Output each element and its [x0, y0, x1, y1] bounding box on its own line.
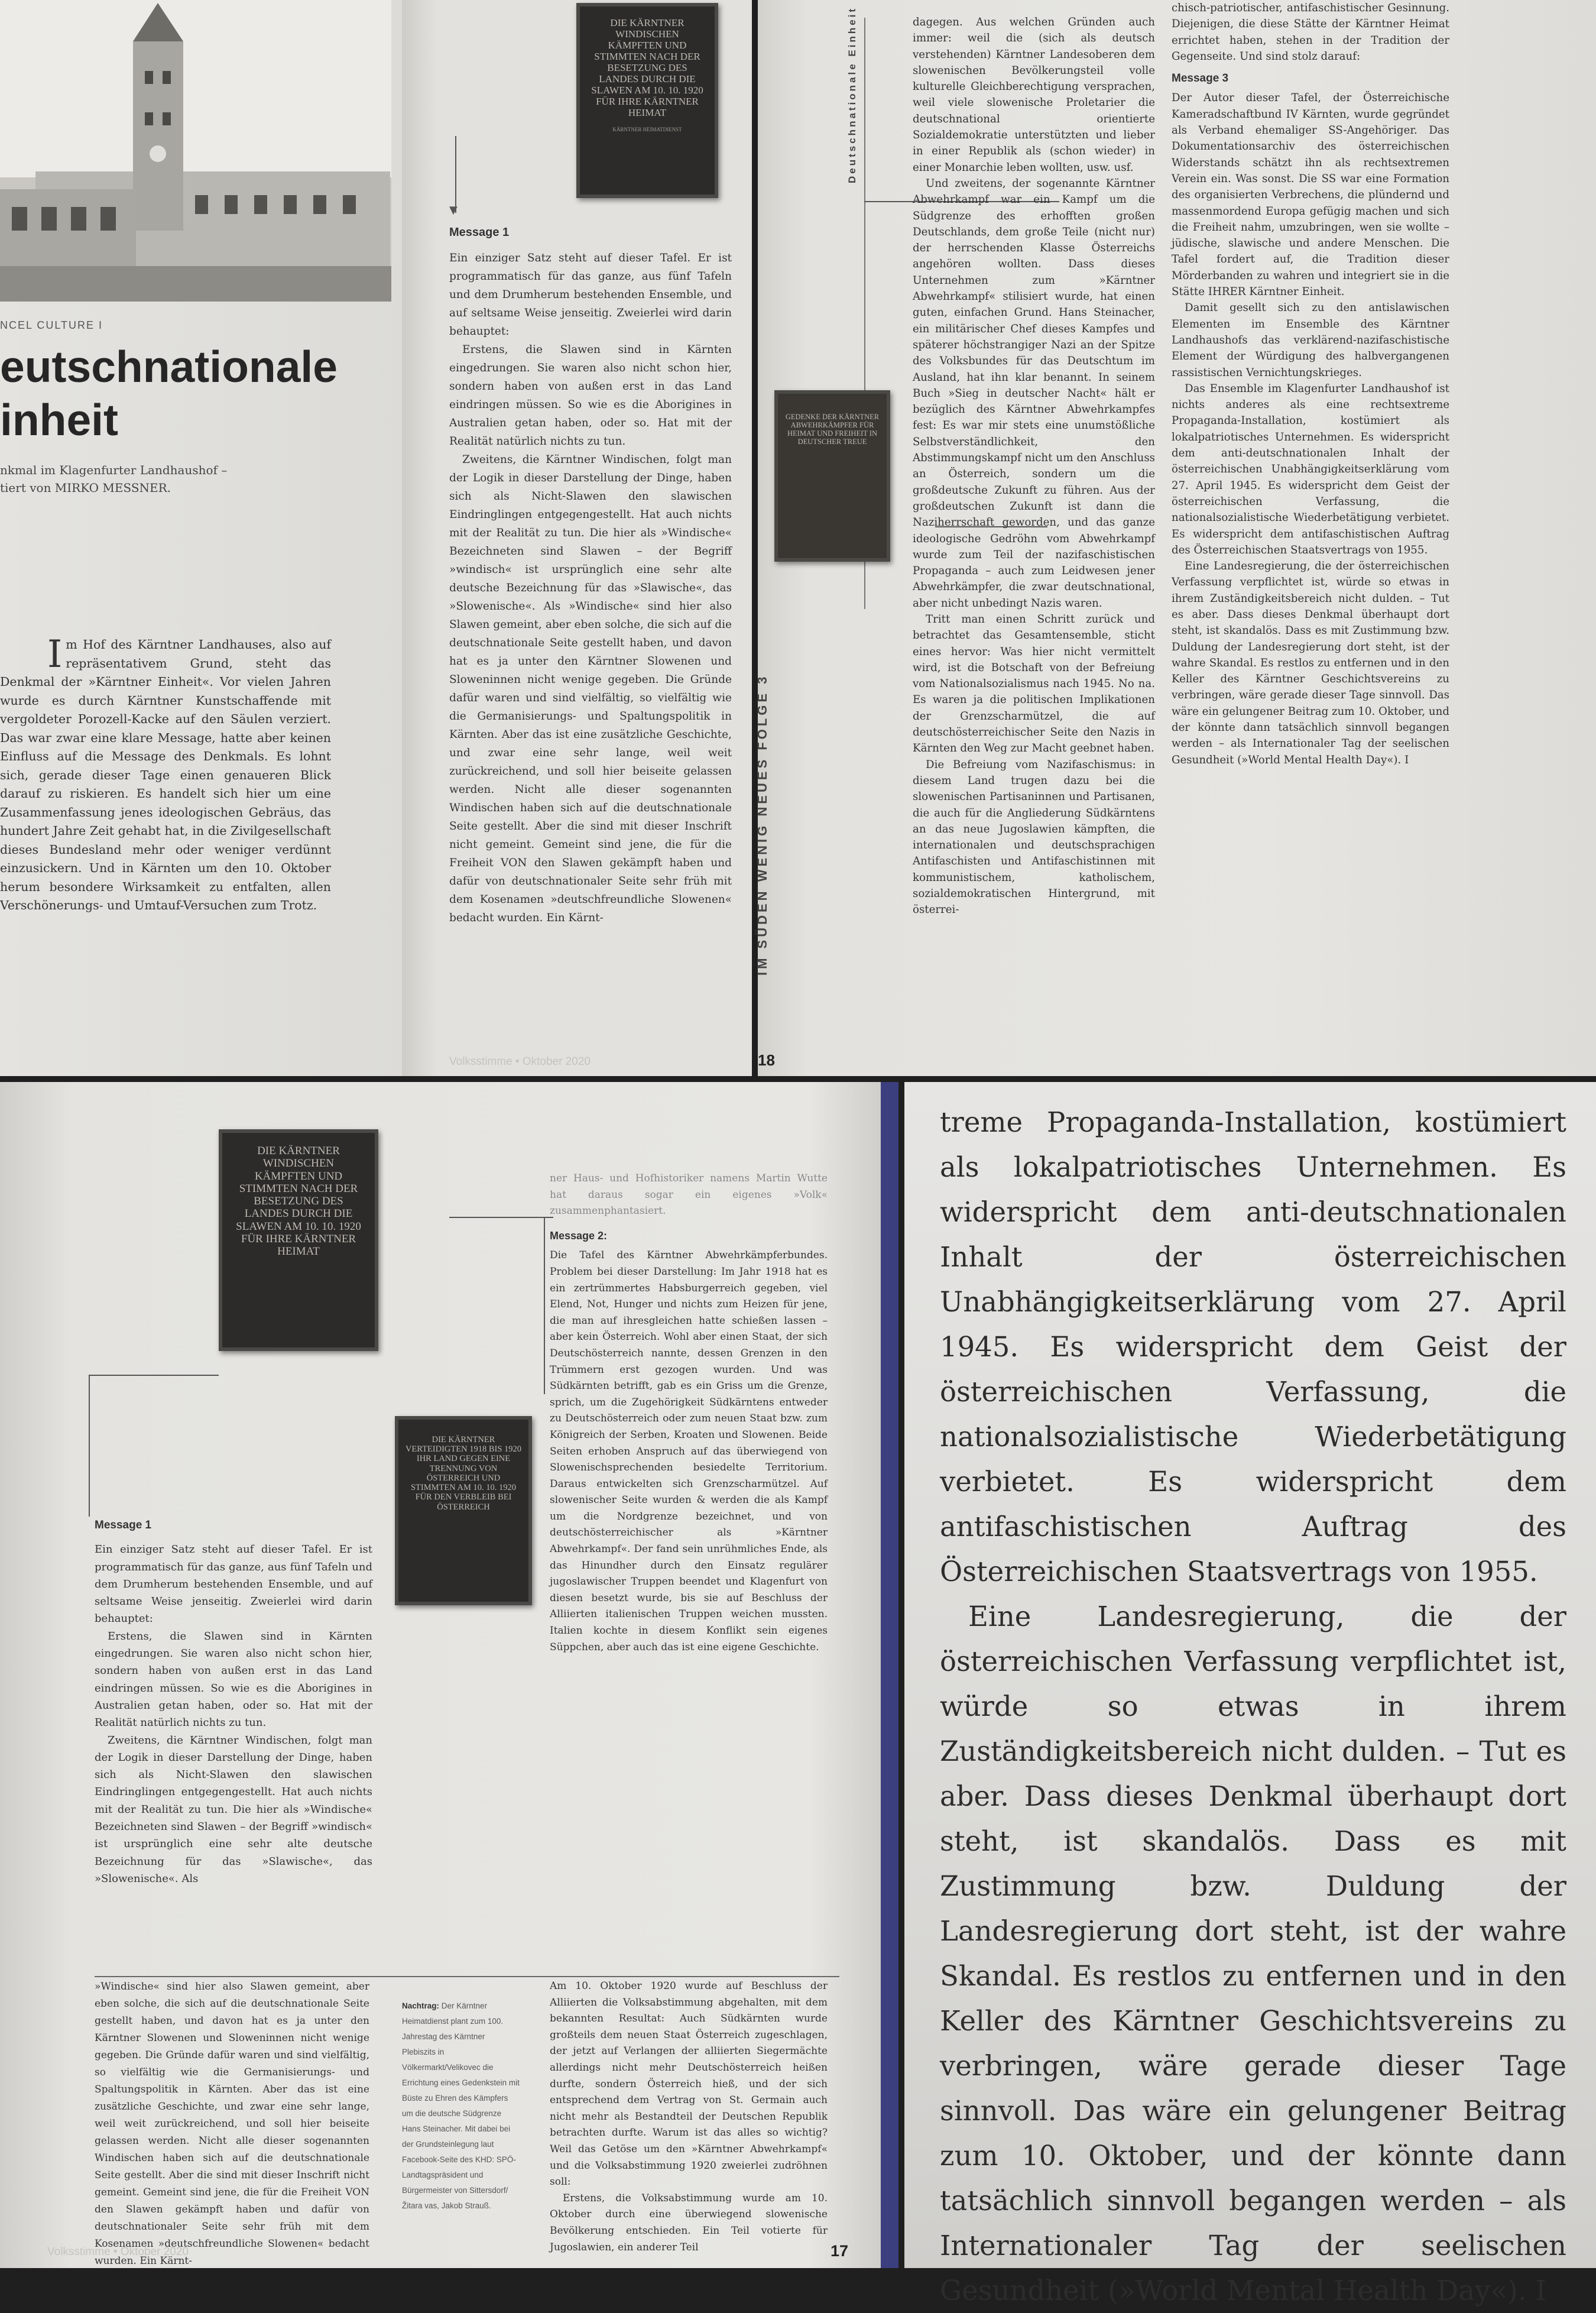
connector-vertical-2 [89, 1375, 90, 1517]
arrow-down-icon: ▼ [449, 204, 458, 216]
footer-credit: Volksstimme • Oktober 2020 [47, 2246, 189, 2258]
page-number: 17 [831, 2242, 849, 2260]
title-line-1: eutschnationale [0, 342, 338, 391]
footer-credit: Volksstimme • Oktober 2020 [449, 1055, 591, 1068]
message-3-heading: Message 3 [1172, 72, 1229, 85]
closeup-column [940, 1100, 1566, 2313]
plaque-footer: KÄRNTNER HEIMATDIENST [612, 127, 682, 133]
paragraph: chisch-patriotischer, antifaschistischer Gesinnung. Diejenigen, die diese Stätte der Kärntner Heimat errichtet haben, stehen in der Tradition der Gegenseite. Und sind stolz darauf: [1172, 2, 1449, 63]
nachtrag-sidebar [402, 1998, 520, 2214]
paragraph: Erstens, die Slawen sind in Kärnten eingedrungen. Sie waren also nicht schon hier, sondern haben von außen erst in das Land eindringen müssen. So wie es die Aborigines in Australien getan haben, oder so. Hat mit der Realität natürlich nichts zu tun. [449, 344, 732, 448]
paragraph: Zweitens, die Kärntner Windischen, folgt man der Logik in dieser Darstellung der Dinge, haben sich als Nicht-Slawen den slawischen Eindringlingen entgegengestellt. Hat auch nichts mit der Realität zu tun. Die hier als »Windische« Bezeichneten sind Slawen – der Begriff »windisch« ist ursprünglich eine sehr alte deutsche Bezeichnung für das »Slawische«, das »Slowenische«. Als [95, 1734, 372, 1885]
connector-horizontal [449, 1217, 544, 1218]
plaque-inscription: DIE KÄRNTNER VERTEIDIGTEN 1918 BIS 1920 IHR LAND GEGEN EINE TRENNUNG VON ÖSTERREICH UND STIMMTEN AM 10. 10. 1920 FÜR DEN VERBLEIB BEI ÖSTERREICH [405, 1435, 522, 1512]
message2-column [550, 1171, 828, 1656]
message-1-heading: Message 1 [449, 226, 510, 239]
paragraph: Ein einziger Satz steht auf dieser Tafel. Er ist programmatisch für das ganze, aus fünf Tafeln und dem Drumherum bestehenden Ensemble, und auf seltsame Weise jenseitig. Zweierlei wird darin behauptet: [449, 252, 732, 338]
series-vertical-label: IM SÜDEN WENIG NEUES FOLGE 3 [755, 673, 770, 976]
book-edge [881, 1082, 898, 2268]
bottom-column-3 [550, 1978, 828, 2256]
connector-line [455, 136, 456, 213]
paragraph: Damit gesellt sich zu den antislawischen Elementen im Ensemble des Kärntner Landhaushofs das verklärend-nazifaschistische Element der Würdigung des halbvergangenen rassistischen Vernichtungskrieges. [1172, 302, 1449, 379]
plaque-windische [576, 3, 718, 198]
paragraph: Ein einziger Satz steht auf dieser Tafel. Er ist programmatisch für das ganze, aus fünf Tafeln und dem Drumherum bestehenden Ensemble, und auf seltsame Weise jenseitig. Zweierlei wird darin behauptet: [95, 1543, 372, 1625]
section-vertical-label: Deutschnationale Einheit [846, 6, 858, 183]
paragraph: Eine Landesregierung, die der österreichischen Verfassung verpflichtet ist, würde so etwas in ihrem Zuständigkeitsbereich nicht dulden. – Tut es aber. Dass dieses Denkmal überhaupt dort steht, ist skandalös. Dass es mit Zustimmung bzw. Duldung der Landesregierung dort steht, ist der wahre Skandal. Es restlos zu entfernen und in den Keller des Kärntner Geschichtsvereins zu verbringen, wäre gerade dieser Tage sinnvoll. Das wäre ein gelungener Beitrag zum 10. Oktober, und der könnte dann tatsächlich sinnvoll begangen werden – als Internationaler Tag der seelischen Gesundheit (»World Mental Health Day«). I [940, 1601, 1566, 2306]
paragraph: Die Befreiung vom Nazifaschismus: in diesem Land trugen dazu bei die slowenischen Partisaninnen und Partisanen, die auch für die Angliederung Südkärntens an das neue Jugoslawien kämpften, die internationalen und deutschsprachigen Antifaschisten und Antifaschistinnen mit kommunistischem, katholischem, sozialdemokratischen Hintergrund, mit österrei- [913, 758, 1155, 916]
plaque-inscription: DIE KÄRNTNER WINDISCHEN KÄMPFTEN UND STIMMTEN NACH DER BESETZUNG DES LANDES DURCH DIE SLAWEN AM 10. 10. 1920 FÜR IHRE KÄRNTNER HEIMAT [236, 1145, 361, 1258]
bottom-column-1 [95, 1978, 369, 2270]
message-1-heading: Message 1 [95, 1519, 152, 1531]
paragraph: Zweitens, die Kärntner Windischen, folgt man der Logik in dieser Darstellung der Dinge, haben sich als Nicht-Slawen den slawischen Eindringlingen entgegengestellt. Hat auch nichts mit der Realität zu tun. Die hier als »Windische« Bezeichneten sind Slawen – der Begriff »windisch« ist ursprünglich eine sehr alte deutsche Bezeichnung für das »Slawische«, das »Slowenische«. Als »Windische« sind hier also Slawen gemeint, aber eben solche, die sich auf die deutschnationale Seite gestellt haben, und davon hat es ja unter den Kärntner Slowenen und Sloweninnen nicht wenige gegeben. Die Gründe dafür waren und sind vielfältig, so vielfältig wie die Germanisierungs- und Spaltungspolitik in Kärnten. Aber das ist eine zusätzliche Geschichte, und zwar eine sehr lange, weil weit zurückreichend, und soll hier beiseite gelassen werden. Nicht alle dieser sogenannten Windischen haben sich auf die deutschnationale Seite gestellt. Aber die sind mit dieser Inschrift nicht gemeint. Gemeint sind jene, die für die Freiheit VON den Slawen gekämpft haben und dafür von deutschnationaler Seite sehr früh mit dem Kosenamen »deutschfreundliche Slowenen« bedacht wurden. Ein Kärnt- [449, 453, 732, 924]
photo-closeup-text [904, 1082, 1596, 2306]
paragraph: dagegen. Aus welchen Gründen auch immer: weil die (sich als deutsch verstehenden) Kärntner Landesoberen dem slowenischen Bevölkerungsteil volle kulturelle Gleichberechtigung versprachen, weil viele slowenische Proletarier die deutschnational orientierte Sozialdemokratie unterstützten und lieber in einer Republik als (schon wieder) in einer Monarchie leben wollten, usw. usf. [913, 16, 1155, 174]
paragraph: Erstens, die Slawen sind in Kärnten eingedrungen. Sie waren also nicht schon hier, sondern haben von außen erst in das Land eindringen müssen. So wie es die Aborigines in Australien getan haben, oder so. Hat mit der Realität natürlich nichts zu tun. [95, 1630, 372, 1729]
plaque-inscription: GEDENKE DER KÄRNTNER ABWEHRKÄMPFER FÜR HEIMAT UND FREIHEIT IN DEUTSCHER TREUE [785, 413, 880, 446]
paragraph: Die Tafel des Kärntner Abwehrkämpferbundes. Problem bei dieser Darstellung: Im Jahr 1918 hat es ein zertrümmertes Habsburgerreich gegeben, viel Elend, Not, Hunger und nichts zum Heizen für jene, die man auf ihresgleichen hatte schießen lassen – aber kein Österreich. Wohl aber einen Staat, der sich Deutschösterreich nannte, dessen Grenzen in den Trümmern erst gezogen wurden. Und was Südkärnten betrifft, gab es ein Griss um die Grenze, sprich, um die Zugehörigkeit Südkärntens entweder zu Deutschösterreich oder zum neuen Staat bzw. zum Königreich der Serben, Kroaten und Slowenen. Beide Seiten erhoben Anspruch auf das überwiegend von Slowenischsprechenden besiedelte Territorium. Daraus entwickelten sich Grenzscharmützel. Auf slowenischer Seite wurden & werden die als Kampf um die Nordgrenze bezeichnet, und von deutschösterreichischer als »Kärntner Abwehrkampf«. Der fand sein unrühmliches Ende, als das Hinundher durch den Einsatz regulärer jugoslawischer Truppen beendet und Klagenfurt von diesen besetzt wurde, bis sie auf Beschluss der Alliierten italienischen Truppen weichen mussten. Italien kochte in diesem Konflikt sein eigenes Süppchen, aber auch das ist eine eigene Geschichte. [550, 1249, 828, 1653]
intro-column [0, 633, 331, 915]
photo-page-spread-3 [0, 1082, 898, 2268]
message1-column [95, 1517, 372, 1887]
section-kicker: NCEL CULTURE I [0, 319, 103, 331]
plaque-windische [219, 1129, 378, 1351]
page-number: 18 [758, 1051, 775, 1069]
paragraph: Tritt man einen Schritt zurück und betrachtet das Gesamtensemble, sticht eines hervor: Was hier nicht vermittelt wird, ist die Botschaft von der Befreiung vom Nationalsozialismus nach 1945. No na. Es waren ja die politischen Implikationen der Grenzscharmützel, die auf deutschösterreichischer Seite den Nazis in Kärnten den Weg zur Macht geebnet haben. [913, 613, 1155, 755]
paragraph: Am 10. Oktober 1920 wurde auf Beschluss der Alliierten die Volksabstimmung abgehalten, mit dem bekannten Resultat: Auch Südkärnten wurde großteils dem neuen Staat Österreich zugeschlagen, der jetzt auf Verlangen der alliierten Siegermächte allerdings nicht mehr Deutschösterreich heißen durfte, sondern Österreich hieß, und der sich entsprechend dem Vertrag von St. Germain auch nicht mehr als Bestandteil der Deutschen Republik betrachten durfte. Warum ist das alles so wichtig? Weil das Getöse um den »Kärntner Abwehrkampf« und die Volksabstimmung 1920 zweierlei zudröhnen soll: [550, 1980, 828, 2188]
photo-page-spread-1 [0, 0, 752, 1076]
intro-text: m Hof des Kärntner Landhauses, also auf repräsentativem Grund, steht das Denkmal der »Kärntner Einheit«. Vor vielen Jahren wurde es durch Kärntner Kunstschaffende mit vergoldeter Porozell-Kacke auf den Säulen verziert. Das war zwar eine klare Message, hatte aber keinen Einfluss auf die Message des Denkmals. Es lohnt sich, gerade dieser Tage einen genaueren Blick darauf zu riskieren. Es handelt sich hier um eine Zusammenfassung jenes ideologischen Gebräus, das hundert Jahre Zeit gehabt hat, in die Zivilgesellschaft dieses Bundesland mehr oder weniger verdünnt einzusickern. Und in Kärnten um den 10. Oktober herum besondere Wirksamkeit zu entfalten, allen Verschönerungs- und Umtauf-Versuchen zum Trotz. [0, 637, 331, 912]
plaque-abwehrkaempfer [395, 1416, 532, 1605]
plaque-inscription: DIE KÄRNTNER WINDISCHEN KÄMPFTEN UND STIMMTEN NACH DER BESETZUNG DES LANDES DURCH DIE SLAWEN AM 10. 10. 1920 FÜR IHRE KÄRNTNER HEIMAT [591, 17, 703, 119]
paragraph: treme Propaganda-Installation, kostümiert als lokalpatriotisches Unternehmen. Es widerspricht dem anti-deutschnationalen Inhalt der österreichischen Unabhängigkeitserklärung vom 27. April 1945. Es widerspricht dem Geist der österreichischen Verfassung, die nationalsozialistische Wiederbetätigung verbietet. Es widerspricht dem antifaschistischen Auftrag des Österreichischen Staatsvertrags von 1955. [940, 1106, 1566, 1588]
subtitle-line-2: tiert von MIRKO MESSNER. [0, 481, 171, 495]
subtitle-line-1: nkmal im Klagenfurter Landhaushof – [0, 463, 228, 477]
connector-vertical [544, 1217, 545, 1394]
nachtrag-text: Der Kärntner Heimatdienst plant zum 100. Jahrestag des Kärntner Plebiszits in Völkermarkt/Velikovec die Errichtung eines Gedenkstein mit Büste zu Ehren des Kämpfers um die deutsche Südgrenze Hans Steinacher. Mit dabei bei der Grundsteinlegung laut Facebook-Seite des KHD: SPÖ-Landtagspräsident und Bürgermeister von Sittersdorf/Žitara vas, Jakob Strauß. [402, 2001, 520, 2210]
paragraph: Erstens, die Volksabstimmung wurde am 10. Oktober durch eine überwiegend slowenische Bevölkerung entschieden. Ein Teil votierte für Jugoslawien, ein anderer Teil [550, 2192, 828, 2253]
landhaus-photo [0, 0, 391, 302]
drop-cap: I [47, 633, 63, 676]
paragraph: »Windische« sind hier also Slawen gemeint, aber eben solche, die sich auf die deutschnationale Seite gestellt haben, und davon hat es ja unter den Kärntner Slowenen und Sloweninnen nicht wenige gegeben. Die Gründe dafür waren und sind vielfältig, so vielfältig wie die Germanisierungs- und Spaltungspolitik in Kärnten. Aber das ist eine zusätzliche Geschichte, und zwar eine sehr lange, weil weit zurückreichend, und soll hier beiseite gelassen werden. Nicht alle dieser sogenannten Windischen haben sich auf die deutschnationale Seite gestellt. Aber die sind mit dieser Inschrift nicht gemeint. Gemeint sind jene, die für die Freiheit VON den Slawen gekämpft haben und dafür von deutschnationaler Seite sehr früh mit dem Kosenamen »deutschfreundliche Slowenen« bedacht wurden. Ein Kärnt- [95, 1981, 369, 2267]
paragraph: ner Haus- und Hofhistoriker namens Martin Wutte hat daraus sogar ein eigenes »Volk« zusammenphantasiert. [550, 1172, 828, 1217]
article-subtitle [0, 461, 227, 497]
article-title [0, 340, 338, 446]
message1-column [449, 223, 732, 927]
paragraph: Der Autor dieser Tafel, der Österreichische Kameradschaftbund IV Kärnten, wurde gegründet als Verband ehemaliger SS-Angehöriger. Das Dokumentationsarchiv des österreichischen Widerstands schätzt ihn als rechtsextremen Verein ein. Was sonst. Die SS war eine Formation des organisierten Verbrechens, die plündernd und massenmordend Europa gefügig machen und sich die Freiheit nahm, umzubringen, wen sie wollte – jüdische, slawische und andere Menschen. Die Tafel fordert auf, die Tradition dieser Mörderbanden zu wahren und integriert sie in die Stätte IHRER Kärntner Einheit. [1172, 92, 1449, 299]
divider-rule [95, 1976, 839, 1977]
nachtrag-label: Nachtrag: [402, 2001, 440, 2010]
intro-paragraph [0, 633, 331, 915]
photo-page-spread-2 [755, 0, 1596, 1076]
paragraph: Eine Landesregierung, die der österreichischen Verfassung verpflichtet ist, würde so etwas in ihrem Zuständigkeitsbereich nicht dulden. – Tut es aber. Dass dieses Denkmal überhaupt dort steht, ist skandalös. Dass es mit Zustimmung bzw. Duldung der Landesregierung dort steht, ist der wahre Skandal. Es restlos zu entfernen und in den Keller des Kärntner Geschichtsvereins zu verbringen, wäre gerade dieser Tage sinnvoll. Das wäre ein gelungener Beitrag zum 10. Oktober, und der könnte dann tatsächlich sinnvoll begangen werden – als Internationaler Tag der seelischen Gesundheit (»World Mental Health Day«). I [1172, 560, 1449, 766]
title-line-2: inheit [0, 395, 118, 445]
connector-horizontal-2 [89, 1375, 219, 1376]
column-2 [1172, 0, 1449, 768]
message-2-heading: Message 2: [550, 1229, 608, 1242]
plaque-kameradschaftsbund [774, 390, 890, 562]
paragraph: Das Ensemble im Klagenfurter Landhaushof ist nichts anderes als eine rechtsextreme Propaganda-Installation, kostümiert als lokalpatriotisches Unternehmen. Es widerspricht dem anti-deutschnationalen Inhalt der österreichischen Unabhängigkeitserklärung vom 27. April 1945. Es widerspricht dem Geist der österreichischen Verfassung, die nationalsozialistische Wiederbetätigung verbietet. Es widerspricht dem antifaschistischen Auftrag des Österreichischen Staatsvertrags von 1955. [1172, 382, 1449, 556]
column-1 [913, 14, 1155, 918]
paragraph: Und zweitens, der sogenannte Kärntner Abwehrkampf war ein Kampf um die Südgrenze des erhofften großen Deutschlands, dem große Teile (nicht nur) der herrschenden Klasse Österreichs angehören wollten. Dass dieses Unternehmen zum »Kärntner Abwehrkampf« stilisiert wurde, hat einen guten, einfachen Grund. Hans Steinacher, ein militärischer Chef dieses Kampfes und späterer höchstrangiger Nazi an der Spitze des Volksbundes für das Deutschtum im Ausland, hat ihn klar benannt. In seinem Buch »Sieg in deutscher Nacht« hält er bezüglich des Kärntner Abwehrkampfes fest: Es war mir stets eine unumstößliche Selbstverständlichkeit, den Abstimmungskampf nicht um den Anschluss an Österreich, sondern um die großdeutsche Zukunft zu führen. Aus der großdeutschen Zukunft ist dann die Naziherrschaft geworden, und das ganze ideologische Gedröhn vom Abwehrkampf wurde zum Teil der nazifaschistischen Propaganda – auch zum Leidwesen jener Abwehrkämpfer, die zwar deutschnational, aber nicht unbedingt Nazis waren. [913, 177, 1155, 610]
